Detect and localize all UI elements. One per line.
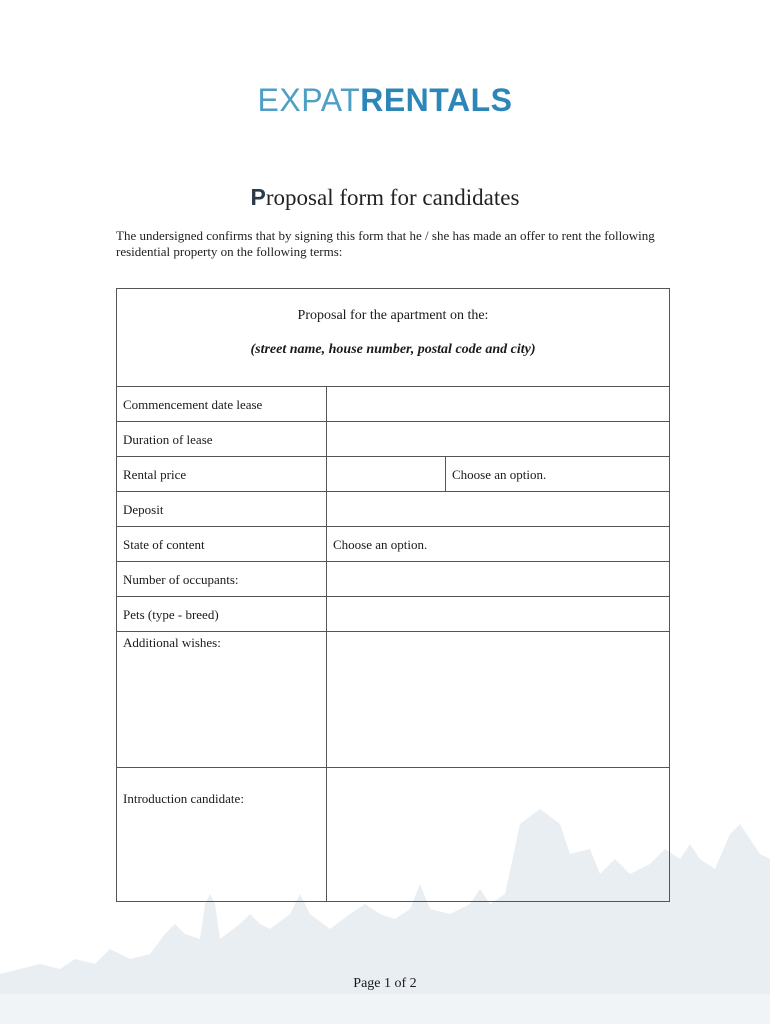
expat-rentals-logo — [0, 82, 770, 119]
pets-field[interactable] — [327, 597, 669, 631]
row-label: Additional wishes: — [117, 632, 327, 767]
row-rental-price — [117, 457, 669, 492]
proposal-form-table — [116, 288, 670, 902]
row-label: Rental price — [117, 457, 327, 491]
row-state-of-content — [117, 527, 669, 562]
page-number: Page 1 of 2 — [353, 976, 417, 991]
page-title — [0, 184, 770, 211]
duration-field[interactable] — [327, 422, 669, 456]
intro-paragraph: The undersigned confirms that by signing this form that he / she has made an offer to rent the following residential property on the following terms: — [116, 228, 655, 259]
deposit-field[interactable] — [327, 492, 669, 526]
state-of-content-select[interactable]: Choose an option. — [333, 537, 428, 552]
introduction-field[interactable] — [327, 768, 669, 901]
commencement-date-field[interactable] — [327, 387, 669, 421]
row-deposit — [117, 492, 669, 527]
additional-wishes-field[interactable] — [327, 632, 669, 767]
row-label: Number of occupants: — [117, 562, 327, 596]
row-label: Pets (type - breed) — [117, 597, 327, 631]
row-additional-wishes — [117, 632, 669, 768]
row-label: Introduction candidate: — [117, 768, 327, 901]
header-address-hint: (street name, house number, postal code and city) — [250, 342, 536, 357]
row-introduction — [117, 768, 669, 901]
row-label: Duration of lease — [117, 422, 327, 456]
row-duration — [117, 422, 669, 457]
occupants-field[interactable] — [327, 562, 669, 596]
row-label: Commencement date lease — [117, 387, 327, 421]
row-label: Deposit — [117, 492, 327, 526]
row-commencement-date — [117, 387, 669, 422]
rental-price-field[interactable] — [327, 457, 669, 491]
logo-part-expat: EXPAT — [257, 82, 361, 118]
form-header — [117, 289, 669, 387]
row-occupants — [117, 562, 669, 597]
row-label: State of content — [117, 527, 327, 561]
rental-price-option-select[interactable]: Choose an option. — [445, 457, 546, 491]
logo-part-rentals: RENTALS — [360, 82, 513, 118]
row-pets — [117, 597, 669, 632]
title-first-letter: P — [250, 184, 266, 210]
header-apartment-label: Proposal for the apartment on the: — [297, 308, 489, 323]
title-rest: roposal form for candidates — [265, 185, 520, 210]
